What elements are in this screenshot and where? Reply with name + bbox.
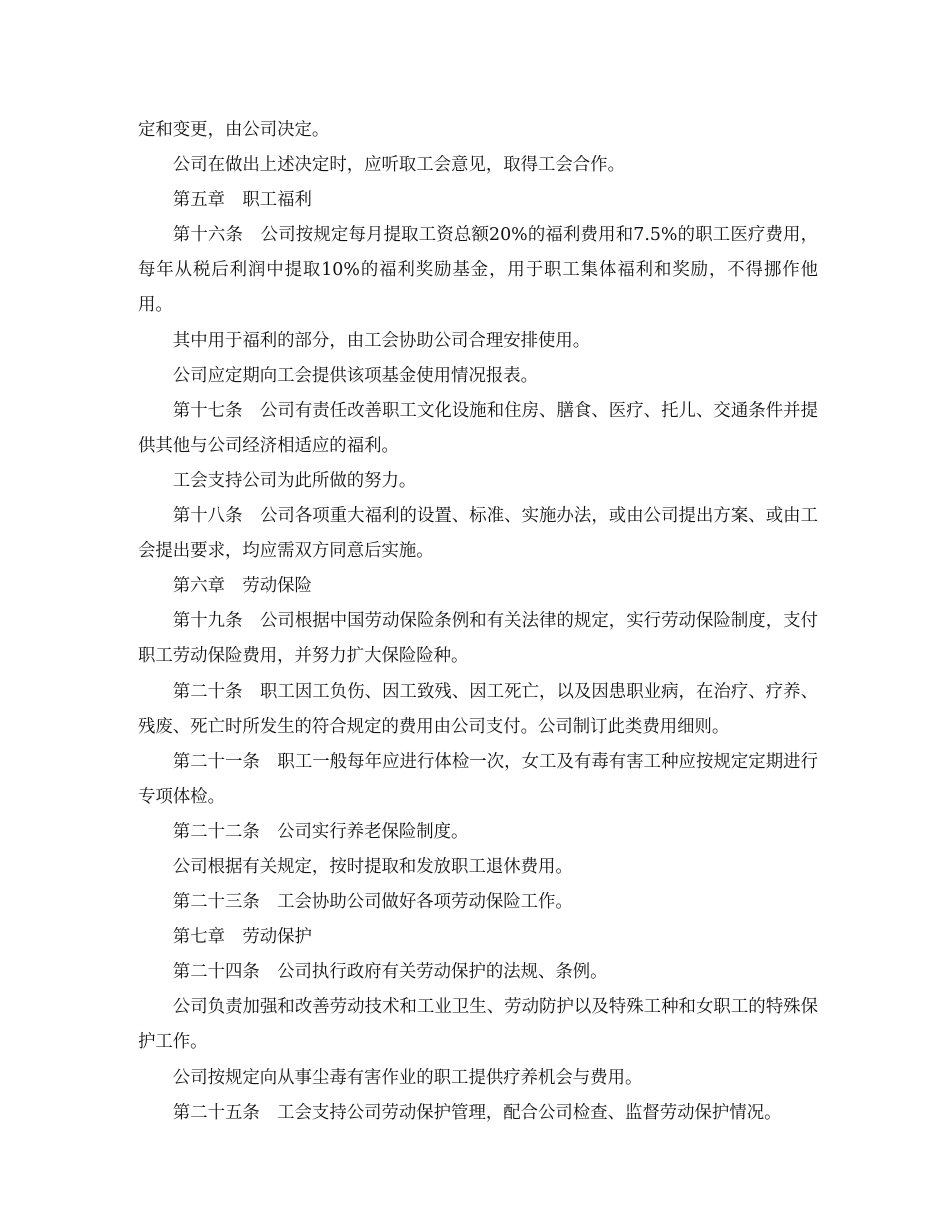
article-paragraph: 第二十五条 工会支持公司劳动保护管理，配合公司检查、监督劳动保护情况。 [172,1102,782,1123]
article-paragraph: 第二十二条 公司实行养老保险制度。 [172,821,469,842]
paragraph: 公司根据有关规定，按时提取和发放职工退休费用。 [172,856,573,877]
paragraph: 其中用于福利的部分，由工会协助公司合理安排使用。 [172,330,591,351]
paragraph: 公司在做出上述决定时，应听取工会意见，取得工会合作。 [172,155,625,176]
article-paragraph: 第十七条 公司有责任改善职工文化设施和住房、膳食、医疗、托儿、交通条件并提供其他与公司经济相适应的福利。 [138,400,818,456]
article-paragraph: 第二十四条 公司执行政府有关劳动保护的法规、条例。 [172,962,608,983]
article-paragraph: 第二十一条 职工一般每年应进行体检一次，女工及有毒有害工种应按规定定期进行专项体检。 [138,751,818,807]
article-paragraph: 第二十三条 工会协助公司做好各项劳动保险工作。 [172,892,573,913]
article-paragraph: 第二十条 职工因工负伤、因工致残、因工死亡，以及因患职业病，在治疗、疗养、残废、死亡时所发生的符合规定的费用由公司支付。公司制订此类费用细则。 [138,681,818,737]
chapter-heading: 第五章 职工福利 [172,190,312,211]
paragraph: 公司应定期向工会提供该项基金使用情况报表。 [172,365,539,386]
paragraph: 公司按规定向从事尘毒有害作业的职工提供疗养机会与费用。 [172,1067,643,1088]
article-paragraph: 第十六条 公司按规定每月提取工资总额20%的福利费用和7.5%的职工医疗费用，每年从税后利润中提取10%的福利奖励基金，用于职工集体福利和奖励，不得挪作他用。 [138,225,818,316]
document-body [138,113,818,1131]
chapter-heading: 第六章 劳动保险 [172,576,312,597]
paragraph: 定和变更，由公司决定。 [138,120,330,140]
paragraph: 公司负责加强和改善劳动技术和工业卫生、劳动防护以及特殊工种和女职工的特殊保护工作。 [138,997,818,1053]
paragraph: 工会支持公司为此所做的努力。 [172,470,417,491]
chapter-heading: 第七章 劳动保护 [172,927,312,948]
article-paragraph: 第十八条 公司各项重大福利的设置、标准、实施办法，或由公司提出方案、或由工会提出要求，均应需双方同意后实施。 [138,506,818,562]
article-paragraph: 第十九条 公司根据中国劳动保险条例和有关法律的规定，实行劳动保险制度，支付职工劳动保险费用，并努力扩大保险险种。 [138,611,818,667]
